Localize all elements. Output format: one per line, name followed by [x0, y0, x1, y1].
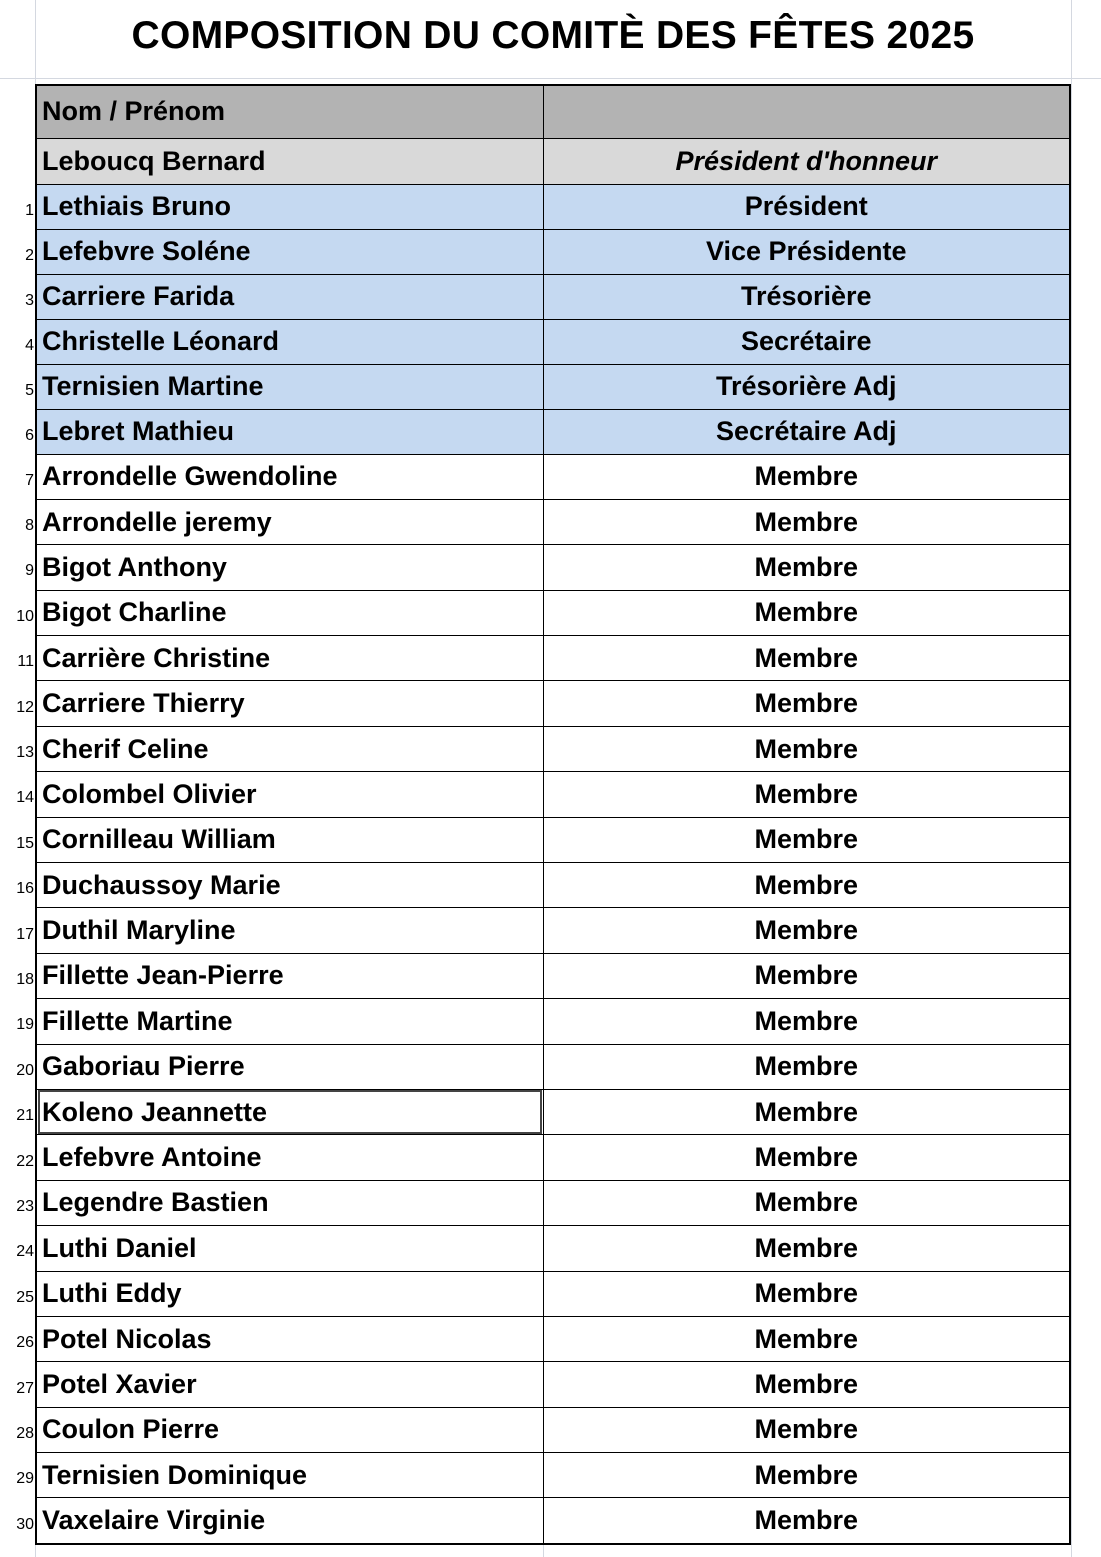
name-cell[interactable]: Luthi Daniel — [37, 1226, 543, 1271]
row-number: 11 — [17, 653, 34, 671]
row-number: 29 — [16, 1470, 34, 1488]
role-cell[interactable]: Membre — [543, 545, 1069, 590]
table-row — [37, 817, 1069, 862]
name-cell[interactable]: Duchaussoy Marie — [37, 863, 543, 908]
name-cell[interactable]: Lebret Mathieu — [37, 409, 543, 454]
name-cell[interactable]: Carriere Thierry — [37, 681, 543, 726]
role-cell[interactable]: Membre — [543, 1453, 1069, 1498]
name-cell[interactable]: Coulon Pierre — [37, 1407, 543, 1452]
name-cell[interactable]: Carriere Farida — [37, 274, 543, 319]
role-cell[interactable]: Trésorière — [543, 274, 1069, 319]
row-number: 8 — [25, 517, 34, 535]
name-cell[interactable]: Arrondelle Gwendoline — [37, 454, 543, 499]
role-cell[interactable]: Vice Présidente — [543, 229, 1069, 274]
role-cell[interactable]: Membre — [543, 499, 1069, 544]
row-number: 18 — [16, 970, 34, 988]
role-cell[interactable]: Membre — [543, 1135, 1069, 1180]
table-row — [37, 499, 1069, 544]
role-cell[interactable]: Membre — [543, 636, 1069, 681]
table-row — [37, 409, 1069, 454]
table-row — [37, 636, 1069, 681]
table-row — [37, 1044, 1069, 1089]
table-row — [37, 999, 1069, 1044]
name-cell[interactable]: Lefebvre Antoine — [37, 1135, 543, 1180]
table-row — [37, 863, 1069, 908]
table-row — [37, 726, 1069, 771]
name-cell[interactable]: Fillette Jean-Pierre — [37, 953, 543, 998]
table-row — [37, 1498, 1069, 1543]
header-role-cell[interactable] — [543, 86, 1069, 138]
honorary-president-row — [37, 138, 1069, 184]
table-row — [37, 1180, 1069, 1225]
row-number: 3 — [25, 291, 34, 309]
row-number: 16 — [16, 880, 34, 898]
table-row — [37, 1089, 1069, 1134]
table-header-row — [37, 86, 1069, 138]
name-cell[interactable]: Koleno Jeannette — [37, 1089, 543, 1134]
table-row — [37, 184, 1069, 229]
name-cell[interactable]: Potel Xavier — [37, 1362, 543, 1407]
row-number: 14 — [16, 789, 34, 807]
name-cell[interactable]: Duthil Maryline — [37, 908, 543, 953]
table-row — [37, 454, 1069, 499]
role-cell[interactable]: Trésorière Adj — [543, 364, 1069, 409]
honor-name-cell[interactable]: Leboucq Bernard — [37, 138, 543, 184]
name-cell[interactable]: Christelle Léonard — [37, 319, 543, 364]
name-cell[interactable]: Luthi Eddy — [37, 1271, 543, 1316]
role-cell[interactable]: Secrétaire Adj — [543, 409, 1069, 454]
table-row — [37, 681, 1069, 726]
role-cell[interactable]: Membre — [543, 863, 1069, 908]
row-number: 4 — [25, 336, 34, 354]
table-row — [37, 953, 1069, 998]
role-cell[interactable]: Membre — [543, 1498, 1069, 1543]
row-number: 27 — [16, 1379, 34, 1397]
table-row — [37, 364, 1069, 409]
row-number: 10 — [16, 607, 34, 625]
role-cell[interactable]: Membre — [543, 1180, 1069, 1225]
row-number: 28 — [16, 1424, 34, 1442]
row-number: 30 — [16, 1515, 34, 1533]
role-cell[interactable]: Membre — [543, 1407, 1069, 1452]
name-cell[interactable]: Cherif Celine — [37, 726, 543, 771]
table-row — [37, 772, 1069, 817]
name-cell[interactable]: Legendre Bastien — [37, 1180, 543, 1225]
row-number: 23 — [16, 1197, 34, 1215]
row-number: 12 — [16, 698, 34, 716]
row-number: 17 — [16, 925, 34, 943]
name-cell[interactable]: Lethiais Bruno — [37, 184, 543, 229]
role-cell[interactable]: Président — [543, 184, 1069, 229]
table-row — [37, 545, 1069, 590]
table-row — [37, 274, 1069, 319]
name-cell[interactable]: Ternisien Martine — [37, 364, 543, 409]
table-row — [37, 1135, 1069, 1180]
name-cell[interactable]: Colombel Olivier — [37, 772, 543, 817]
row-number: 19 — [16, 1016, 34, 1034]
role-cell[interactable]: Membre — [543, 1271, 1069, 1316]
row-number: 9 — [25, 562, 34, 580]
row-number: 22 — [16, 1152, 34, 1170]
name-cell[interactable]: Fillette Martine — [37, 999, 543, 1044]
table-row — [37, 1226, 1069, 1271]
row-number: 24 — [16, 1243, 34, 1261]
row-number-gutter — [0, 0, 35, 1557]
role-cell[interactable]: Membre — [543, 999, 1069, 1044]
row-number: 7 — [25, 471, 34, 489]
name-cell[interactable]: Potel Nicolas — [37, 1316, 543, 1361]
role-cell[interactable]: Membre — [543, 908, 1069, 953]
row-number: 13 — [16, 744, 34, 762]
role-cell[interactable]: Membre — [543, 681, 1069, 726]
role-cell[interactable]: Membre — [543, 1044, 1069, 1089]
table-row — [37, 1316, 1069, 1361]
name-cell[interactable]: Vaxelaire Virginie — [37, 1498, 543, 1543]
row-number: 2 — [25, 246, 34, 264]
role-cell[interactable]: Membre — [543, 726, 1069, 771]
name-cell[interactable]: Ternisien Dominique — [37, 1453, 543, 1498]
role-cell[interactable]: Membre — [543, 817, 1069, 862]
row-number: 26 — [16, 1334, 34, 1352]
row-number: 20 — [16, 1061, 34, 1079]
name-cell[interactable]: Carrière Christine — [37, 636, 543, 681]
name-cell[interactable]: Gaboriau Pierre — [37, 1044, 543, 1089]
name-cell[interactable]: Arrondelle jeremy — [37, 499, 543, 544]
table-row — [37, 1271, 1069, 1316]
role-cell[interactable]: Membre — [543, 454, 1069, 499]
row-number: 5 — [25, 381, 34, 399]
page-title: COMPOSITION DU COMITÈ DES FÊTES 2025 — [131, 14, 975, 57]
table-row — [37, 1362, 1069, 1407]
name-cell[interactable]: Bigot Anthony — [37, 545, 543, 590]
table-row — [37, 1453, 1069, 1498]
table-row — [37, 908, 1069, 953]
table-row — [37, 590, 1069, 635]
role-cell[interactable]: Membre — [543, 953, 1069, 998]
table-row — [37, 229, 1069, 274]
row-number: 25 — [16, 1288, 34, 1306]
table-row — [37, 1407, 1069, 1452]
role-cell[interactable]: Membre — [543, 1226, 1069, 1271]
committee-table — [35, 84, 1071, 1545]
header-name-cell[interactable]: Nom / Prénom — [37, 86, 543, 138]
role-cell[interactable]: Secrétaire — [543, 319, 1069, 364]
row-number: 15 — [16, 834, 34, 852]
name-cell[interactable]: Lefebvre Soléne — [37, 229, 543, 274]
name-cell[interactable]: Cornilleau William — [37, 817, 543, 862]
row-number: 1 — [25, 201, 34, 219]
table-row — [37, 319, 1069, 364]
role-cell[interactable]: Membre — [543, 772, 1069, 817]
role-cell[interactable]: Membre — [543, 590, 1069, 635]
role-cell[interactable]: Membre — [543, 1089, 1069, 1134]
row-number: 21 — [16, 1107, 34, 1125]
honor-role-cell[interactable]: Président d'honneur — [543, 138, 1069, 184]
row-number: 6 — [25, 426, 34, 444]
role-cell[interactable]: Membre — [543, 1362, 1069, 1407]
name-cell[interactable]: Bigot Charline — [37, 590, 543, 635]
role-cell[interactable]: Membre — [543, 1316, 1069, 1361]
